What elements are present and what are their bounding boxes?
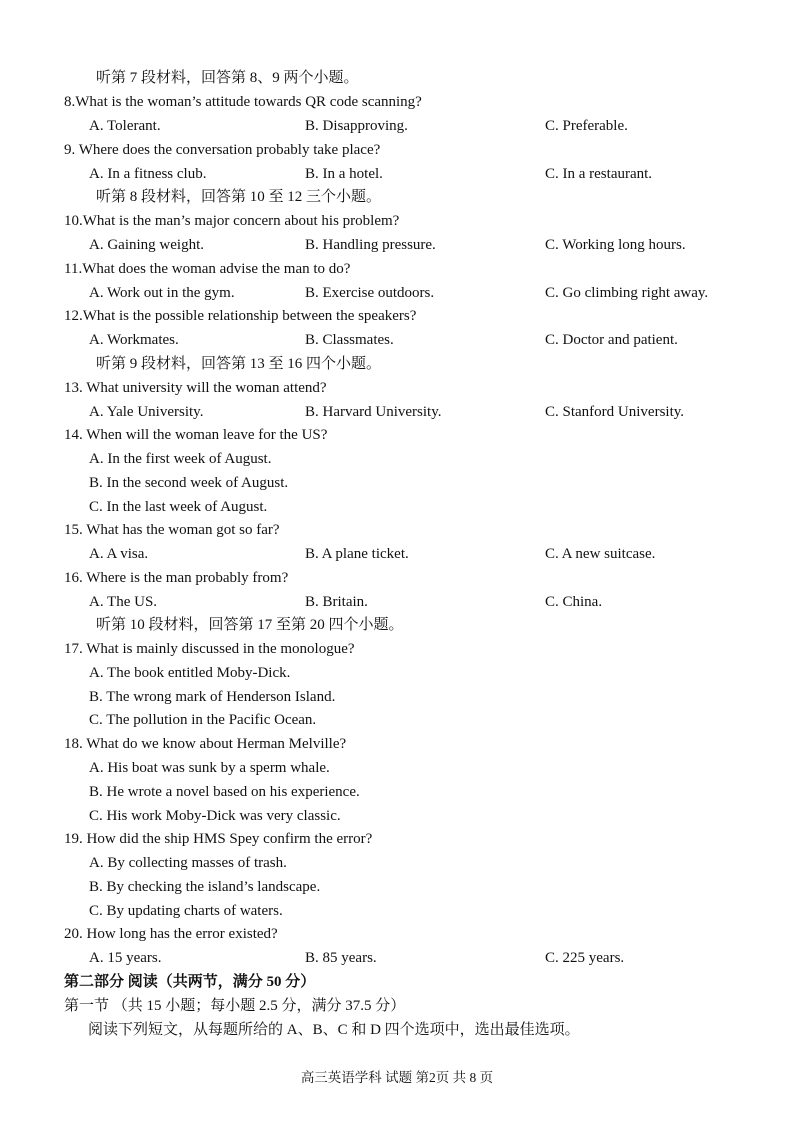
q16-option-c: C. China. [545, 594, 603, 610]
section-one-title: 第一节 （共 15 小题；每小题 2.5 分，满分 37.5 分） [64, 998, 406, 1014]
q20-option-a: A. 15 years. [89, 950, 162, 966]
group-instruction-9: 听第 9 段材料，回答第 13 至 16 四个小题。 [96, 356, 382, 372]
group-instruction-7: 听第 7 段材料，回答第 8、9 两个小题。 [96, 70, 359, 86]
q15-option-b: B. A plane ticket. [305, 546, 409, 562]
q10-option-a: A. Gaining weight. [89, 237, 204, 253]
q12-option-b: B. Classmates. [305, 332, 394, 348]
q11-option-a: A. Work out in the gym. [89, 285, 235, 301]
q15-option-c: C. A new suitcase. [545, 546, 656, 562]
question-13: 13. What university will the woman attend? [64, 380, 327, 396]
q17-option-a: A. The book entitled Moby-Dick. [89, 665, 291, 681]
group-instruction-8: 听第 8 段材料，回答第 10 至 12 三个小题。 [96, 189, 382, 205]
q8-option-a: A. Tolerant. [89, 118, 161, 134]
q19-option-b: B. By checking the island’s landscape. [89, 879, 321, 895]
question-20: 20. How long has the error existed? [64, 926, 278, 942]
q10-option-b: B. Handling pressure. [305, 237, 436, 253]
question-11: 11.What does the woman advise the man to do? [64, 261, 351, 277]
q14-option-c: C. In the last week of August. [89, 499, 268, 515]
q18-option-a: A. His boat was sunk by a sperm whale. [89, 760, 330, 776]
q9-option-b: B. In a hotel. [305, 166, 383, 182]
q13-option-c: C. Stanford University. [545, 404, 685, 420]
group-instruction-10: 听第 10 段材料，回答第 17 至第 20 四个小题。 [96, 617, 404, 633]
question-10: 10.What is the man’s major concern about his problem? [64, 213, 400, 229]
q14-option-a: A. In the first week of August. [89, 451, 272, 467]
q11-option-b: B. Exercise outdoors. [305, 285, 435, 301]
q19-option-c: C. By updating charts of waters. [89, 903, 283, 919]
q13-option-b: B. Harvard University. [305, 404, 442, 420]
q8-option-b: B. Disapproving. [305, 118, 408, 134]
q11-option-c: C. Go climbing right away. [545, 285, 709, 301]
q15-option-a: A. A visa. [89, 546, 149, 562]
q9-option-c: C. In a restaurant. [545, 166, 653, 182]
q16-option-b: B. Britain. [305, 594, 368, 610]
question-8: 8.What is the woman’s attitude towards QR code scanning? [64, 94, 422, 110]
q12-option-a: A. Workmates. [89, 332, 179, 348]
question-17: 17. What is mainly discussed in the monologue? [64, 641, 355, 657]
q17-option-b: B. The wrong mark of Henderson Island. [89, 689, 336, 705]
question-14: 14. When will the woman leave for the US? [64, 427, 328, 443]
question-12: 12.What is the possible relationship between the speakers? [64, 308, 417, 324]
q9-option-a: A. In a fitness club. [89, 166, 207, 182]
q18-option-b: B. He wrote a novel based on his experience. [89, 784, 360, 800]
question-19: 19. How did the ship HMS Spey confirm the error? [64, 831, 373, 847]
q10-option-c: C. Working long hours. [545, 237, 686, 253]
question-15: 15. What has the woman got so far? [64, 522, 280, 538]
reading-instruction: 阅读下列短文，从每题所给的 A、B、C 和 D 四个选项中，选出最佳选项。 [88, 1022, 580, 1038]
q20-option-b: B. 85 years. [305, 950, 377, 966]
question-18: 18. What do we know about Herman Melville? [64, 736, 347, 752]
question-9: 9. Where does the conversation probably take place? [64, 142, 381, 158]
q20-option-c: C. 225 years. [545, 950, 625, 966]
q17-option-c: C. The pollution in the Pacific Ocean. [89, 712, 317, 728]
q19-option-a: A. By collecting masses of trash. [89, 855, 287, 871]
q13-option-a: A. Yale University. [89, 404, 204, 420]
q8-option-c: C. Preferable. [545, 118, 628, 134]
page-footer: 高三英语学科 试题 第2页 共 8 页 [300, 1070, 494, 1085]
question-16: 16. Where is the man probably from? [64, 570, 289, 586]
q18-option-c: C. His work Moby-Dick was very classic. [89, 808, 341, 824]
q16-option-a: A. The US. [89, 594, 158, 610]
q12-option-c: C. Doctor and patient. [545, 332, 678, 348]
part-two-title: 第二部分 阅读（共两节，满分 50 分） [64, 974, 316, 990]
q14-option-b: B. In the second week of August. [89, 475, 289, 491]
